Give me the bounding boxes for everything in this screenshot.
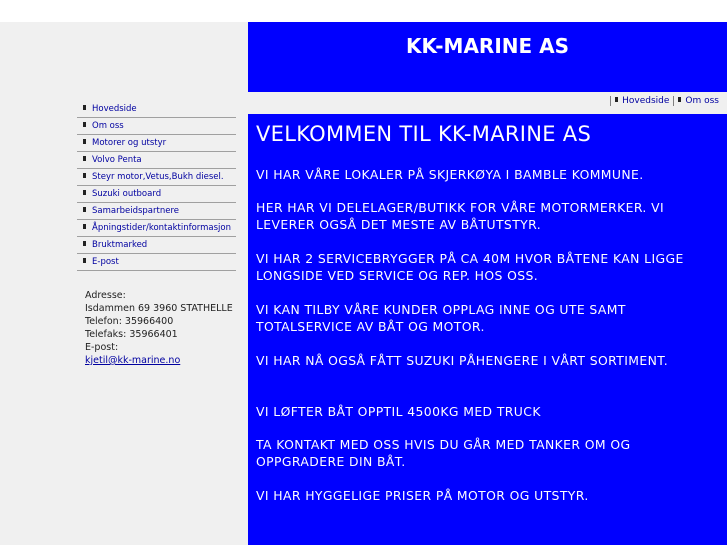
- top-white-band-right: [248, 0, 727, 22]
- paragraph: VI HAR VÅRE LOKALER PÅ SKJERKØYA I BAMBLE KOMMUNE.: [256, 167, 644, 182]
- sidebar-item-label: Bruktmarked: [92, 240, 148, 250]
- email-label: E-post:: [85, 342, 119, 353]
- bullet-icon: [83, 207, 86, 212]
- bullet-icon: [83, 105, 86, 110]
- paragraph: VI HAR 2 SERVICEBRYGGER PÅ CA 40M HVOR BÅTENE KAN LIGGE LONGSIDE VED SERVICE OG REP. HOS OSS.: [256, 251, 684, 283]
- page-heading: VELKOMMEN TIL KK-MARINE AS: [256, 122, 592, 146]
- paragraph: VI HAR HYGGELIGE PRISER PÅ MOTOR OG UTSTYR.: [256, 488, 589, 503]
- site-title: KK-MARINE AS: [405, 34, 570, 58]
- sidebar-item-bruktmarked[interactable]: [77, 237, 236, 254]
- bullet-icon: [83, 190, 86, 195]
- sidebar-item-samarbeidspartnere[interactable]: [77, 203, 236, 220]
- top-white-band: [0, 0, 248, 22]
- side-navigation: [77, 101, 236, 271]
- paragraph: VI LØFTER BÅT OPPTIL 4500KG MED TRUCK: [256, 404, 541, 419]
- top-navigation: [248, 92, 727, 114]
- sidebar-item-motorer-og-utstyr[interactable]: [77, 135, 236, 152]
- sidebar-item-steyr-motor[interactable]: [77, 169, 236, 186]
- address-value: Isdammen 69 3960 STATHELLE: [85, 303, 233, 314]
- sidebar-item-label: Åpningstider/kontaktinformasjon: [92, 223, 232, 233]
- sidebar-item-label: Hovedside: [92, 104, 137, 114]
- left-column: [0, 0, 248, 545]
- sidebar-item-label: Om oss: [92, 121, 124, 131]
- topnav-item-om-oss[interactable]: [673, 96, 721, 106]
- paragraph: VI KAN TILBY VÅRE KUNDER OPPLAG INNE OG UTE SAMT TOTALSERVICE AV BÅT OG MOTOR.: [256, 302, 626, 334]
- paragraph: HER HAR VI DELELAGER/BUTIKK FOR VÅRE MOTORMERKER. VI LEVERER OGSÅ DET MESTE AV BÅTUTSTYR.: [256, 200, 665, 232]
- sidebar-item-label: Steyr motor,Vetus,Bukh diesel.: [92, 172, 224, 182]
- main-content: [248, 114, 727, 545]
- site-header: [248, 22, 727, 92]
- bullet-icon: [83, 173, 86, 178]
- address-label: Adresse:: [85, 290, 126, 301]
- sidebar-item-om-oss[interactable]: [77, 118, 236, 135]
- bullet-icon: [615, 97, 618, 102]
- sidebar-item-label: Samarbeidspartnere: [92, 206, 179, 216]
- sidebar-item-label: Suzuki outboard: [92, 189, 162, 199]
- sidebar-item-volvo-penta[interactable]: [77, 152, 236, 169]
- contact-info: [85, 289, 233, 367]
- bullet-icon: [83, 258, 86, 263]
- sidebar-item-hovedside[interactable]: [77, 101, 236, 118]
- paragraph: VI HAR NÅ OGSÅ FÅTT SUZUKI PÅHENGERE I VÅRT SORTIMENT.: [256, 353, 669, 368]
- paragraph: TA KONTAKT MED OSS HVIS DU GÅR MED TANKER OM OG OPPGRADERE DIN BÅT.: [256, 437, 631, 469]
- bullet-icon: [83, 139, 86, 144]
- email-link[interactable]: kjetil@kk-marine.no: [85, 355, 181, 366]
- sidebar-item-suzuki-outboard[interactable]: [77, 186, 236, 203]
- bullet-icon: [83, 241, 86, 246]
- topnav-label: Hovedside: [622, 96, 670, 106]
- bullet-icon: [678, 97, 681, 102]
- sidebar-item-label: Volvo Penta: [92, 155, 142, 165]
- bullet-icon: [83, 224, 86, 229]
- sidebar-item-apningstider[interactable]: [77, 220, 236, 237]
- phone-value: Telefon: 35966400: [85, 316, 174, 327]
- bullet-icon: [83, 156, 86, 161]
- topnav-label: Om oss: [685, 96, 719, 106]
- sidebar-item-e-post[interactable]: [77, 254, 236, 271]
- sidebar-item-label: E-post: [92, 257, 119, 267]
- sidebar-item-label: Motorer og utstyr: [92, 138, 167, 148]
- fax-value: Telefaks: 35966401: [85, 329, 178, 340]
- bullet-icon: [83, 122, 86, 127]
- topnav-item-hovedside[interactable]: [610, 96, 671, 106]
